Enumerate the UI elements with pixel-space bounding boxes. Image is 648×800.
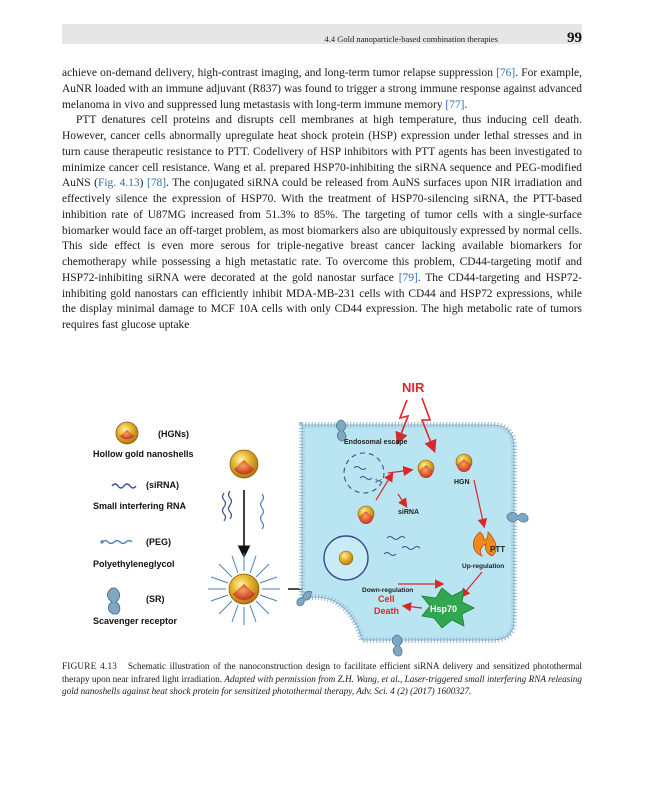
- legend-sirna-name: Small interfering RNA: [93, 501, 187, 511]
- caption-credit: Adapted with permission from Z.H. Wang, et al., Laser-triggered small interfering RNA releasing gold nanoshells against heat shock protein for sensitized photothermal therapy, Adv. Sci. 4 (2) (2017) 1600327.: [62, 673, 582, 697]
- cell-cytoplasm: [302, 425, 514, 640]
- legend-hgn-name: Hollow gold nanoshells: [93, 449, 194, 459]
- peg-end-icon: [100, 540, 103, 543]
- scavenger-receptor-icon: [297, 591, 312, 606]
- legend-hgn: [93, 422, 194, 459]
- nir-label: NIR: [402, 380, 425, 395]
- scissors-icon: ✂: [375, 476, 383, 486]
- citation-link[interactable]: Fig. 4.13: [97, 177, 140, 190]
- legend-peg-name: Polyethyleneglycol: [93, 559, 175, 569]
- hgn-label: HGN: [454, 479, 470, 486]
- sirna-label: siRNA: [398, 509, 420, 516]
- legend-peg: [93, 537, 175, 569]
- cell-death-label-line2: Death: [374, 606, 400, 616]
- text-run: PTT denatures cell proteins and disrupts cell membranes at high temperature, thus inducing cell death. However, cancer cells abnormally upregulate heat shock protein (HSP) expression under lethal stresses and in turn cause therapeutic resistance to PTT. Codelivery of HSP inhibitors with PTT agents has been investigated to minimize cancer cell resistance. Wang et al. prepared HSP70-inhibiting the siRNA sequence and PEG-modified AuNS (: [62, 114, 582, 190]
- legend-hgn-abbr: (HGNs): [158, 429, 189, 439]
- paragraph-1: [62, 66, 582, 113]
- down-regulation-label: Down-regulation: [362, 587, 414, 594]
- nucleus-particle-icon: [339, 551, 353, 565]
- scavenger-receptor-icon: [507, 512, 528, 522]
- scavenger-receptor-icon: [108, 588, 120, 614]
- text-run: .: [464, 98, 468, 111]
- citation-link[interactable]: [78]: [147, 177, 167, 190]
- running-head: 4.4 Gold nanoparticle-based combination therapies: [324, 34, 498, 44]
- legend-sirna: [93, 480, 187, 511]
- citation-link[interactable]: [76]: [496, 67, 516, 79]
- text-run: . The conjugated siRNA could be released from AuNS surfaces upon NIR irradiation and effectively silence the expression of HSP70. With the treatment of HSP70-silencing siRNA, the PTT-based inhibition rate of U87MG increased from 51.3% to 85%. The targeting of tumor cells with a single-surface biomarker would face an off-target problem, as most biomarkers also are ubiquitously expressed by normal cells. This side effect is even more serous for triple-negative breast cancer lacking available biomarkers for chemotherapy while possessing a high metastatic rate. To overcome this problem, CD44-targeting motif and HSP72-inhibiting siRNA were decorated at the gold nanostar surface: [62, 177, 582, 284]
- citation-link[interactable]: [79]: [398, 271, 418, 284]
- endosomal-escape-label: Endosomal escape: [344, 439, 408, 446]
- caption-label: FIGURE 4.13: [62, 661, 118, 671]
- legend-sirna-abbr: (siRNA): [146, 480, 179, 490]
- page-number: 99: [567, 30, 582, 46]
- up-regulation-label: Up-regulation: [462, 563, 505, 570]
- peg-icon: [102, 541, 132, 544]
- peg-strand-icon: [261, 494, 264, 529]
- citation-link[interactable]: [77]: [445, 98, 465, 111]
- legend-sr-name: Scavenger receptor: [93, 616, 178, 626]
- caption-text: Schematic illustration of the nanoconstruction design to facilitate efficient siRNA delivery and sensitized photothermal therapy upon near infrared light irradiation.: [62, 661, 582, 684]
- tumor-cell: [297, 380, 528, 656]
- body-text: [62, 66, 582, 334]
- scavenger-receptor-icon: [392, 635, 402, 656]
- text-run: . The CD44-targeting and HSP72-inhibiting gold nanostars can efficiently inhibit MDA-MB-231 cells with CD44 and HSP72 expressions, while the display minimal damage to MCF 10A cells with only CD44 expression. The high metabolic rate of tumors requires fast glucose uptake: [62, 271, 582, 331]
- text-run: achieve on-demand delivery, high-contrast imaging, and long-term tumor relapse suppression: [62, 67, 497, 79]
- figure-4-13: [62, 370, 582, 660]
- legend-sr: [93, 588, 178, 626]
- ptt-label: PTT: [490, 545, 506, 554]
- sirna-strand-icon: [223, 493, 226, 521]
- paragraph-2: [62, 113, 582, 334]
- cell-death-label-line1: Cell: [378, 594, 395, 604]
- functionalized-hgn: [208, 553, 280, 625]
- hsp70-label: Hsp70: [430, 604, 458, 614]
- text-run: . For example, AuNR loaded with an immune adjuvant (R837) was found to trigger a strong immune response against advanced melanoma in vivo and suppressed lung metastasis with long-term immune memory: [62, 67, 582, 111]
- text-run: ): [139, 177, 148, 190]
- sirna-icon: [112, 484, 136, 488]
- sirna-strand-icon: [229, 491, 232, 519]
- legend-peg-abbr: (PEG): [146, 537, 172, 547]
- legend-sr-abbr: (SR): [146, 594, 165, 604]
- figure-caption: [62, 660, 582, 698]
